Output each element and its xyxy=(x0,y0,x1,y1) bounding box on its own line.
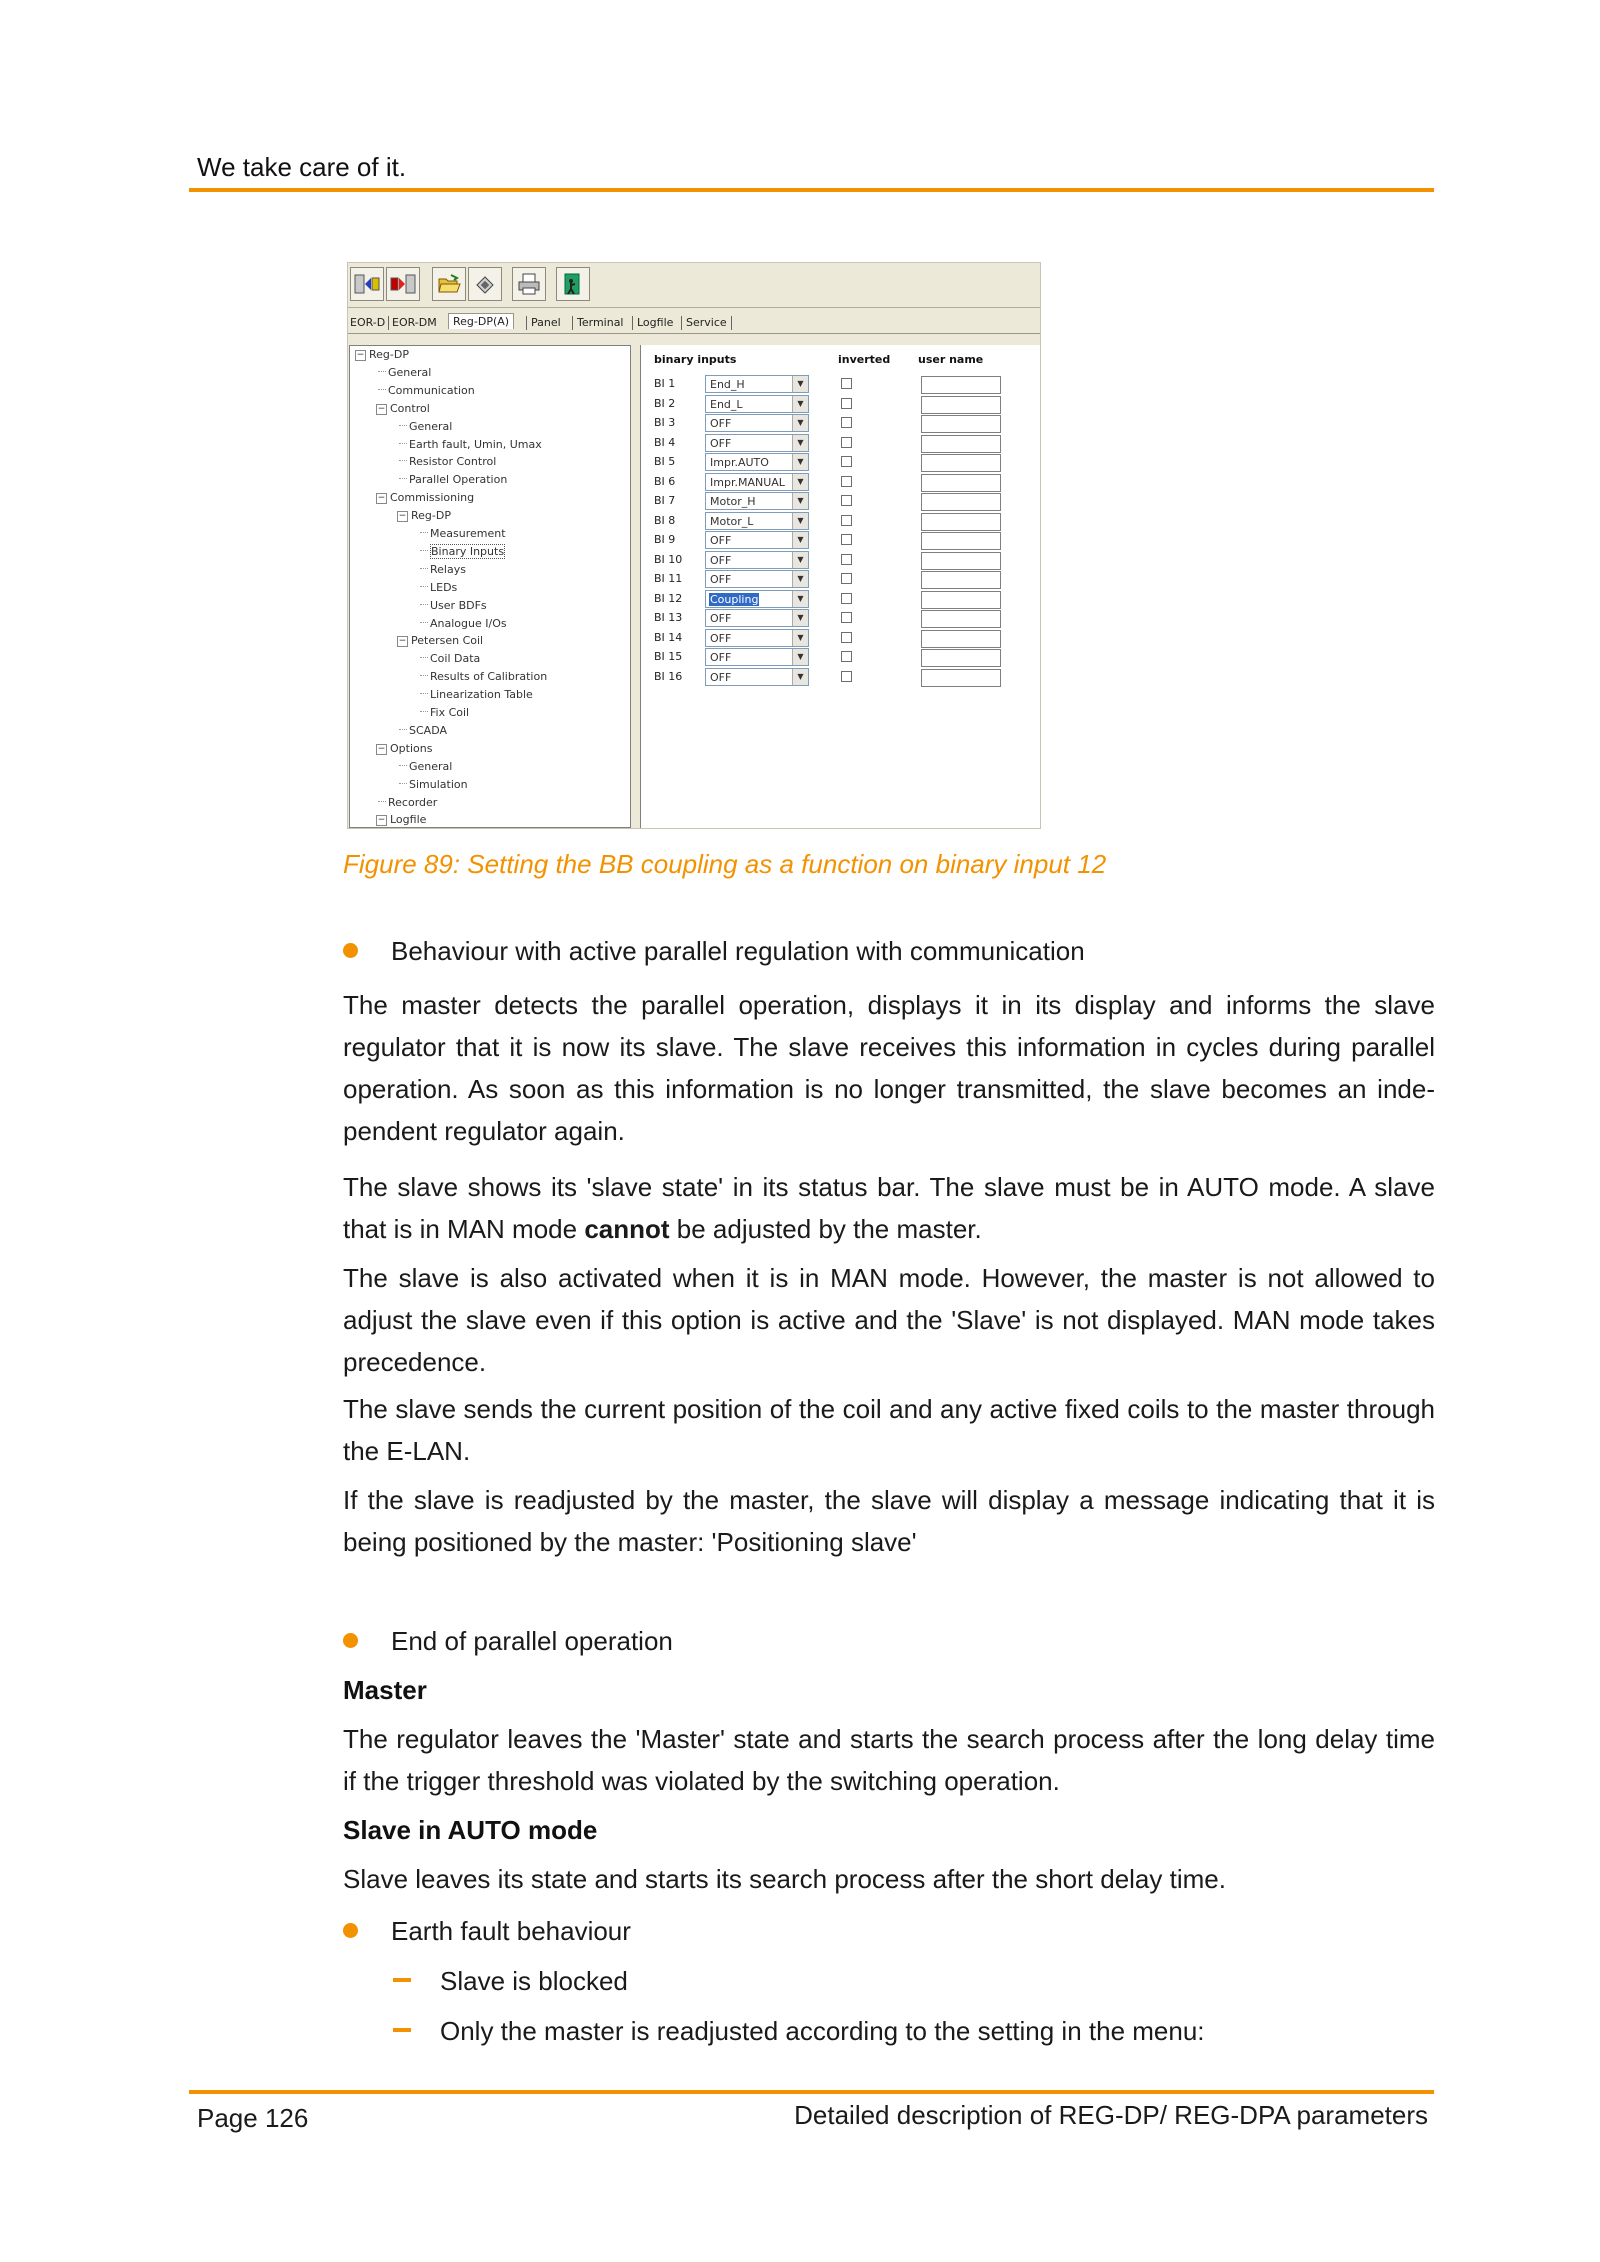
tree-item[interactable] xyxy=(430,545,505,558)
exit-icon[interactable] xyxy=(556,267,590,301)
tab-reg-dp-a[interactable]: Reg-DP(A) xyxy=(448,313,514,329)
dash-slave-blocked: Slave is blocked xyxy=(440,1966,628,1996)
inverted-header: inverted xyxy=(838,353,891,366)
tab-separator xyxy=(388,316,389,330)
inverted-checkbox[interactable] xyxy=(841,632,852,643)
tree-item-label: General xyxy=(409,419,453,433)
page-number: Page 126 xyxy=(197,2103,309,2133)
binary-input-label: BI 3 xyxy=(654,416,676,429)
tree-item-label: Measurement xyxy=(430,527,506,540)
paragraph-master-detects: The master detects the parallel operation, displays it in its display and informs the slave regulator that it is now its slave. The slave receives this information in cycles during parallel operation. As soon as this information is no longer transmitted, the slave becomes an inde-pendent regulator again. xyxy=(343,990,1435,1146)
tree-item[interactable] xyxy=(430,670,547,683)
binary-input-label: BI 9 xyxy=(654,533,676,546)
tree-item[interactable] xyxy=(388,366,431,379)
dropdown-arrow-icon[interactable]: ▼ xyxy=(792,493,808,509)
tree-item[interactable] xyxy=(376,491,474,504)
inverted-checkbox[interactable] xyxy=(841,515,852,526)
binary-input-function-select[interactable] xyxy=(705,395,809,413)
tree-connector xyxy=(420,711,428,712)
tree-item-label: Coil Data xyxy=(430,652,481,666)
binary-input-function-select[interactable] xyxy=(705,629,809,647)
tree-item[interactable] xyxy=(430,652,480,665)
selected-function-value: OFF xyxy=(710,436,732,450)
inverted-checkbox[interactable] xyxy=(841,417,852,428)
tab-logfile[interactable]: Logfile xyxy=(637,316,674,329)
bullet-end-parallel: End of parallel operation xyxy=(391,1626,673,1656)
tree-item[interactable] xyxy=(430,688,533,701)
tab-separator xyxy=(681,316,682,330)
binary-input-label: BI 15 xyxy=(654,650,683,663)
selected-function-value: Coupling xyxy=(710,592,759,606)
tree-item[interactable] xyxy=(376,402,430,415)
binary-input-function-select[interactable] xyxy=(705,648,809,666)
paragraph-slave-state-end: be adjusted by the master. xyxy=(669,1214,982,1244)
dropdown-arrow-icon[interactable]: ▼ xyxy=(792,630,808,646)
binary-input-function-select[interactable] xyxy=(705,492,809,510)
tree-item[interactable] xyxy=(430,706,469,719)
tree-item-label: Analogue I/Os xyxy=(430,616,507,630)
user-name-field[interactable] xyxy=(921,532,1001,550)
transfer-to-device-icon[interactable] xyxy=(350,267,384,301)
settings-screenshot xyxy=(347,262,1041,829)
bullet-dot xyxy=(343,943,358,958)
tree-item-label: Resistor Control xyxy=(409,455,497,469)
tree-connector xyxy=(378,371,386,372)
transfer-from-device-icon[interactable] xyxy=(386,267,420,301)
selected-function-value: Impr.MANUAL xyxy=(710,475,785,489)
dropdown-arrow-icon[interactable]: ▼ xyxy=(792,669,808,685)
tree-item[interactable] xyxy=(388,384,475,397)
bullet-parallel-communication: Behaviour with active parallel regulation with communication xyxy=(391,936,1085,966)
collapse-toggle-icon[interactable]: − xyxy=(398,511,407,522)
inverted-checkbox[interactable] xyxy=(841,495,852,506)
tree-connector xyxy=(399,425,407,426)
paragraph-slave-leaves: Slave leaves its state and starts its search process after the short delay time. xyxy=(343,1864,1226,1894)
inverted-checkbox[interactable] xyxy=(841,476,852,487)
tree-item[interactable] xyxy=(409,778,468,791)
dropdown-arrow-icon[interactable]: ▼ xyxy=(792,454,808,470)
dropdown-arrow-icon[interactable]: ▼ xyxy=(792,532,808,548)
selected-function-value: OFF xyxy=(710,631,732,645)
navigation-tree xyxy=(349,345,631,828)
binary-input-function-select[interactable] xyxy=(705,609,809,627)
tree-connector xyxy=(420,532,428,533)
tab-panel[interactable]: Panel xyxy=(531,316,561,329)
binary-input-function-select[interactable] xyxy=(705,375,809,393)
tree-connector xyxy=(420,604,428,605)
tree-item-label: LEDs xyxy=(430,580,458,594)
selected-function-value: Motor_L xyxy=(710,514,754,528)
tab-separator xyxy=(731,316,732,330)
user-name-field[interactable] xyxy=(921,552,1001,570)
header-rule xyxy=(189,188,1434,192)
user-name-field[interactable] xyxy=(921,474,1001,492)
binary-input-label: BI 16 xyxy=(654,669,683,683)
collapse-toggle-icon[interactable]: − xyxy=(377,493,386,504)
page-header: We take care of it. xyxy=(197,152,407,182)
tree-item[interactable] xyxy=(430,563,466,576)
user-name-field[interactable] xyxy=(921,591,1001,609)
tree-item[interactable] xyxy=(409,438,542,451)
collapse-toggle-icon[interactable]: − xyxy=(377,403,386,414)
tab-eor-d[interactable]: EOR-D xyxy=(350,316,386,329)
tree-connector xyxy=(420,550,428,551)
tree-connector xyxy=(399,783,407,784)
user-name-field[interactable] xyxy=(921,435,1001,453)
inverted-checkbox[interactable] xyxy=(841,398,852,409)
tree-item-label: Recorder xyxy=(388,795,438,809)
bullet-earth-fault: Earth fault behaviour xyxy=(391,1916,631,1946)
binary-input-function-select[interactable] xyxy=(705,453,809,471)
dropdown-arrow-icon[interactable]: ▼ xyxy=(792,396,808,412)
tree-item-label: General xyxy=(409,759,453,773)
tree-item-label: Parallel Operation xyxy=(409,473,508,487)
selected-function-value: OFF xyxy=(710,534,732,547)
dropdown-arrow-icon[interactable]: ▼ xyxy=(792,571,808,587)
tree-item-label: Results of Calibration xyxy=(430,670,548,684)
tree-connector xyxy=(399,443,407,444)
user-name-field[interactable] xyxy=(921,454,1001,472)
binary-input-label: BI 5 xyxy=(654,455,676,468)
save-disk-icon[interactable] xyxy=(468,267,502,301)
user-name-field[interactable] xyxy=(921,396,1001,414)
tree-item-label: Earth fault, Umin, Umax xyxy=(409,437,542,451)
emphasis-cannot: cannot xyxy=(584,1214,670,1244)
inverted-checkbox[interactable] xyxy=(841,456,852,467)
binary-input-label: BI 2 xyxy=(654,396,676,410)
tree-item-label: Reg-DP xyxy=(369,348,409,361)
dash-master-readjusted: Only the master is readjusted according to the setting in the menu: xyxy=(440,2016,1205,2046)
tab-service[interactable]: Service xyxy=(686,316,727,329)
dropdown-arrow-icon[interactable]: ▼ xyxy=(792,610,808,626)
paragraph-slave-state xyxy=(343,1166,1435,1250)
binary-input-label: BI 1 xyxy=(654,377,676,390)
tree-connector xyxy=(399,478,407,479)
dropdown-arrow-icon[interactable]: ▼ xyxy=(792,649,808,665)
tree-connector xyxy=(420,586,428,587)
dash-marker xyxy=(393,1978,411,1982)
selected-function-value: End_H xyxy=(710,378,745,391)
binary-input-label: BI 6 xyxy=(654,474,676,488)
binary-input-label: BI 4 xyxy=(654,435,676,449)
collapse-toggle-icon[interactable]: − xyxy=(377,815,386,826)
tree-item-label: Reg-DP xyxy=(411,509,451,523)
tab-terminal[interactable]: Terminal xyxy=(577,316,624,329)
dropdown-arrow-icon[interactable]: ▼ xyxy=(792,415,808,431)
selected-function-value: Impr.AUTO xyxy=(710,456,769,469)
tree-item-label: Commissioning xyxy=(390,491,475,505)
binary-input-function-select[interactable] xyxy=(705,668,809,686)
tree-connector xyxy=(399,729,407,730)
dropdown-arrow-icon[interactable]: ▼ xyxy=(792,376,808,392)
tree-connector xyxy=(378,389,386,390)
user-name-field[interactable] xyxy=(921,513,1001,531)
tree-connector xyxy=(399,765,407,766)
tab-separator xyxy=(526,316,527,330)
tree-item-label: Options xyxy=(390,741,433,755)
inverted-checkbox[interactable] xyxy=(841,534,852,545)
selected-function-value: OFF xyxy=(710,651,732,664)
user-name-field[interactable] xyxy=(921,610,1001,628)
tree-item[interactable] xyxy=(430,581,457,594)
figure-caption: Figure 89: Setting the BB coupling as a function on binary input 12 xyxy=(343,849,1107,879)
binary-input-function-select[interactable] xyxy=(705,512,809,530)
binary-input-function-select[interactable] xyxy=(705,434,809,452)
inverted-checkbox[interactable] xyxy=(841,651,852,662)
inverted-checkbox[interactable] xyxy=(841,378,852,389)
dropdown-arrow-icon[interactable]: ▼ xyxy=(792,474,808,490)
tab-bar xyxy=(348,313,1040,334)
tab-eor-dm[interactable]: EOR-DM xyxy=(392,316,437,329)
dash-marker xyxy=(393,2028,411,2032)
dropdown-arrow-icon[interactable]: ▼ xyxy=(792,552,808,568)
tree-item[interactable] xyxy=(409,724,447,737)
selected-function-value: OFF xyxy=(710,417,732,430)
tree-connector xyxy=(420,657,428,658)
user-name-header: user name xyxy=(918,353,984,366)
tree-item[interactable] xyxy=(430,617,507,630)
selected-function-value: OFF xyxy=(710,553,732,567)
tree-item-label: Control xyxy=(390,401,430,415)
open-folder-icon[interactable] xyxy=(432,267,466,301)
binary-input-function-select[interactable] xyxy=(705,590,809,608)
inverted-checkbox[interactable] xyxy=(841,573,852,584)
user-name-field[interactable] xyxy=(921,669,1001,687)
tree-item-label: Fix Coil xyxy=(430,706,470,719)
print-icon[interactable] xyxy=(512,267,546,301)
tree-item-label: SCADA xyxy=(409,723,447,737)
tree-connector xyxy=(420,693,428,694)
inverted-checkbox[interactable] xyxy=(841,554,852,565)
inverted-checkbox[interactable] xyxy=(841,671,852,682)
selected-function-value: Motor_H xyxy=(710,495,756,508)
paragraph-master-leaves: The regulator leaves the 'Master' state and starts the search process after the long delay time if the trigger threshold was violated by the switching operation. xyxy=(343,1724,1435,1796)
footer-rule xyxy=(189,2090,1434,2094)
tree-item[interactable] xyxy=(409,760,452,773)
inverted-checkbox[interactable] xyxy=(841,593,852,604)
user-name-field[interactable] xyxy=(921,571,1001,589)
selected-function-value: OFF xyxy=(710,612,732,625)
tree-item[interactable] xyxy=(388,796,437,809)
paragraph-slave-state-text: The slave shows its 'slave state' in its status bar. The slave must be in AUTO mode. A slave that is in MAN mode xyxy=(343,1172,1435,1244)
dropdown-arrow-icon[interactable]: ▼ xyxy=(792,591,808,607)
tree-item[interactable] xyxy=(355,348,409,361)
binary-input-label: BI 11 xyxy=(654,572,683,585)
tree-item-label: Linearization Table xyxy=(430,688,533,702)
tree-connector xyxy=(378,801,386,802)
binary-input-function-select[interactable] xyxy=(705,414,809,432)
tree-item-label: Simulation xyxy=(409,777,468,791)
tree-item-label: Communication xyxy=(388,383,475,397)
binary-input-function-select[interactable] xyxy=(705,473,809,491)
tree-item-label: Logfile xyxy=(390,813,427,827)
tree-item-label: General xyxy=(388,365,432,379)
tree-item[interactable] xyxy=(409,420,452,433)
dropdown-arrow-icon[interactable]: ▼ xyxy=(792,513,808,529)
tab-separator xyxy=(632,316,633,330)
user-name-field[interactable] xyxy=(921,493,1001,511)
heading-master: Master xyxy=(343,1675,427,1705)
user-name-field[interactable] xyxy=(921,649,1001,667)
paragraph-positioning-slave: If the slave is readjusted by the master, the slave will display a message indicating that it is being positioned by the master: 'Positioning slave' xyxy=(343,1485,1435,1557)
collapse-toggle-icon[interactable]: − xyxy=(356,350,365,360)
tree-connector xyxy=(399,460,407,461)
tree-connector xyxy=(420,675,428,676)
toolbar xyxy=(348,263,1040,308)
selected-function-value: End_L xyxy=(710,397,743,411)
user-name-field[interactable] xyxy=(921,376,1001,394)
user-name-field[interactable] xyxy=(921,630,1001,648)
tree-item-label: Petersen Coil xyxy=(411,634,484,648)
binary-input-label: BI 10 xyxy=(654,552,683,566)
bullet-dot xyxy=(343,1633,358,1648)
tree-item-label: Binary Inputs xyxy=(431,544,505,558)
tree-item[interactable] xyxy=(397,634,483,647)
binary-input-label: BI 7 xyxy=(654,494,676,507)
selected-function-value: OFF xyxy=(710,573,732,586)
tree-item[interactable] xyxy=(376,742,432,755)
binary-input-label: BI 12 xyxy=(654,591,683,605)
tree-item[interactable] xyxy=(397,509,451,522)
tree-item[interactable] xyxy=(430,527,506,540)
inverted-checkbox[interactable] xyxy=(841,437,852,448)
collapse-toggle-icon[interactable]: − xyxy=(398,636,407,647)
binary-input-function-select[interactable] xyxy=(705,531,809,549)
binary-input-label: BI 8 xyxy=(654,513,676,527)
tree-item-label: Relays xyxy=(430,562,466,576)
tree-item[interactable] xyxy=(409,473,507,486)
tree-item[interactable] xyxy=(430,599,487,612)
tree-item-label: User BDFs xyxy=(430,598,487,612)
paragraph-coil-position: The slave sends the current position of the coil and any active fixed coils to the master through the E-LAN. xyxy=(343,1394,1435,1466)
footer-title: Detailed description of REG-DP/ REG-DPA parameters xyxy=(794,2100,1428,2130)
binary-input-label: BI 13 xyxy=(654,611,683,624)
tree-connector xyxy=(420,568,428,569)
dropdown-arrow-icon[interactable]: ▼ xyxy=(792,435,808,451)
binary-input-label: BI 14 xyxy=(654,630,683,644)
binary-input-function-select[interactable] xyxy=(705,570,809,588)
inverted-checkbox[interactable] xyxy=(841,612,852,623)
tree-item[interactable] xyxy=(409,455,496,468)
binary-input-function-select[interactable] xyxy=(705,551,809,569)
collapse-toggle-icon[interactable]: − xyxy=(377,743,386,754)
bullet-dot xyxy=(343,1923,358,1938)
selected-function-value: OFF xyxy=(710,670,732,684)
binary-inputs-grid xyxy=(640,345,1040,828)
heading-slave-auto: Slave in AUTO mode xyxy=(343,1815,598,1845)
tab-separator xyxy=(572,316,573,330)
binary-inputs-header: binary inputs xyxy=(654,353,737,366)
tree-connector xyxy=(420,622,428,623)
tree-item[interactable] xyxy=(376,813,426,826)
user-name-field[interactable] xyxy=(921,415,1001,433)
paragraph-man-mode: The slave is also activated when it is in MAN mode. However, the master is not allowed to adjust the slave even if this option is active and the 'Slave' is not displayed. MAN mode takes precedence. xyxy=(343,1263,1435,1377)
